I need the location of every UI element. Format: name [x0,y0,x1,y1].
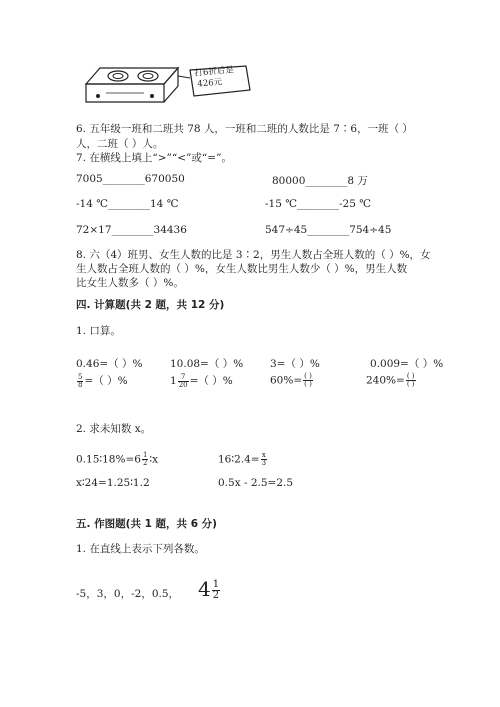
section5-title: 五. 作图题(共 1 题，共 6 分) [76,518,217,530]
oral-calc-2: 10.08=（ ）% [170,358,244,370]
equation-4: 0.5x - 2.5=2.5 [218,477,294,489]
section4-q2-title: 2. 求未知数 x。 [76,423,152,435]
fraction-5-8: $\frac{5}{8}$ [78,372,83,389]
q7-item-3: -14 ℃________14 ℃ [76,198,179,210]
number-list: -5，3，0，-2，0.5， [76,588,180,600]
q6-line1: 6. 五年级一班和二班共 78 人，一班和二班的人数比是 7∶6，一班（ ） [76,123,413,135]
fraction-7-20: $\frac{7}{20}$ [178,372,188,389]
oral-calc-5: $\frac{5}{8}$ =（ ）% [78,372,128,389]
equation-2: 16∶2.4= $\frac{x}{3}$ [218,451,267,467]
q8-line2: 生人数占全班人数的（ ）%，女生人数比男生人数少（ ）%，男生人数 [76,263,408,275]
q7-item-2: 80000________8 万 [272,175,368,187]
mixed-number: 4 $\frac{1}{2}$ [198,577,220,601]
q6-line2: 人，二班（ ）人。 [76,138,164,150]
oral-calc-7: 60%= $\frac{( )}{( )}$ [270,372,312,388]
price-tag [194,65,235,90]
equation-3: x∶24=1.25∶1.2 [76,477,150,489]
oral-calc-3: 3=（ ）% [270,358,320,370]
oral-calc-1: 0.46=（ ）% [76,358,143,370]
q8-line1: 8. 六（4）班男、女生人数的比是 3∶2，男生人数占全班人数的（ ）%，女 [76,249,431,261]
price-tag-line2: 426元 [197,77,223,90]
oral-calc-4: 0.009=（ ）% [370,358,444,370]
q7-title: 7. 在横线上填上“>”“<”或“=”。 [76,152,232,164]
section4-title: 四. 计算题(共 2 题，共 12 分) [76,299,225,311]
q7-item-5: 72×17________34436 [76,224,187,236]
q7-item-6: 547÷45________754÷45 [265,224,392,236]
fraction-x-3: $\frac{x}{3}$ [261,451,267,467]
oral-calc-6: 1 $\frac{7}{20}$ =（ ）% [170,372,233,389]
price-tag-line1: 打6折后是 [194,65,235,79]
fraction-1-2: $\frac{1}{2}$ [142,451,148,467]
equation-1: 0.15∶18%=6 $\frac{1}{2}$ ∶x [76,451,159,467]
fraction-1-2-mixed: $\frac{1}{2}$ [212,579,220,601]
fraction-blank-1: $\frac{( )}{( )}$ [304,372,312,388]
fraction-blank-2: $\frac{( )}{( )}$ [406,372,415,388]
q8-line3: 比女生人数多（ ）%。 [76,277,184,289]
section5-q1-title: 1. 在直线上表示下列各数。 [76,543,205,555]
oral-calc-8: 240%= $\frac{( )}{( )}$ [366,372,415,388]
q7-item-4: -15 ℃________-25 ℃ [265,198,371,210]
q7-item-1: 7005________670050 [76,173,185,185]
section4-q1-title: 1. 口算。 [76,325,121,337]
